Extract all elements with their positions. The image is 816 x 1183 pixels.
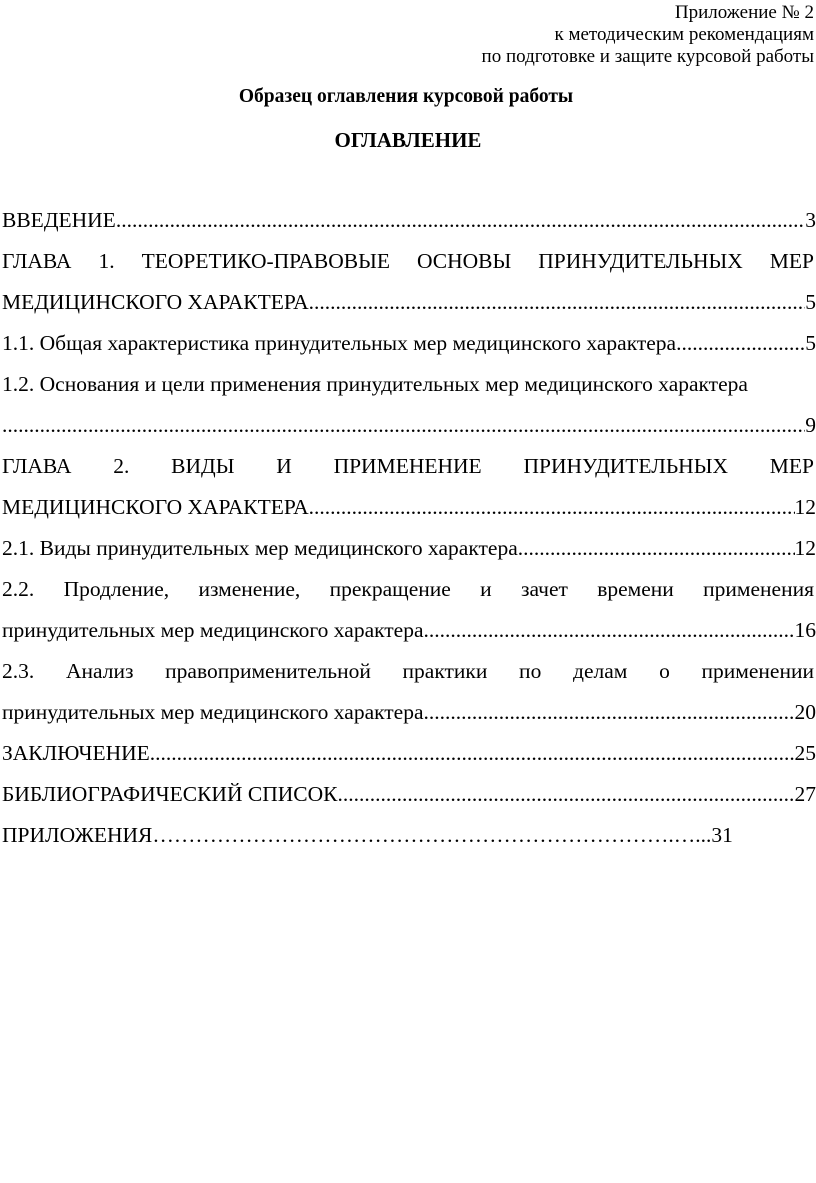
- dot-leader: [424, 696, 795, 728]
- appendix-line-3: по подготовке и защите курсовой работы: [481, 46, 814, 67]
- toc-page-number: 16: [794, 618, 816, 642]
- toc-entry-chapter1-line2: [2, 286, 816, 327]
- toc-page-number: 5: [805, 290, 816, 314]
- dot-leader: [518, 532, 795, 564]
- sample-title: Образец оглавления курсовой работы: [238, 86, 574, 107]
- toc-entry-title: МЕДИЦИНСКОГО ХАРАКТЕРА: [2, 290, 309, 314]
- toc-page-number: 12: [794, 495, 816, 519]
- toc-entry-title: ПРИЛОЖЕНИЯ……………………………………………………………….…...: [2, 823, 712, 847]
- toc-entry-title: 2.3. Анализ правоприменительной практики по делам о применении: [2, 659, 814, 683]
- toc-page-number: 5: [805, 331, 816, 355]
- dot-leader: [150, 737, 795, 769]
- dot-leader: [676, 327, 805, 359]
- toc-entry-title: 2.2. Продление, изменение, прекращение и зачет времени применения: [2, 577, 814, 601]
- toc-entry-title: ГЛАВА 2. ВИДЫ И ПРИМЕНЕНИЕ ПРИНУДИТЕЛЬНЫХ МЕР: [2, 454, 814, 478]
- toc-page-number: 25: [794, 741, 816, 765]
- toc-entry-title: МЕДИЦИНСКОГО ХАРАКТЕРА: [2, 495, 309, 519]
- toc-entry-2-1: [2, 532, 816, 573]
- toc-entry-title: 2.1. Виды принудительных мер медицинского характера: [2, 536, 518, 560]
- toc-entry-appendices: [2, 819, 816, 860]
- appendix-note: [482, 2, 814, 68]
- dot-leader: [309, 491, 795, 523]
- toc-entry-1-1: [2, 327, 816, 368]
- toc-entry-conclusion: [2, 737, 816, 778]
- toc-page-number: 20: [794, 700, 816, 724]
- toc-entry-chapter2-line2: [2, 491, 816, 532]
- dot-leader: [2, 409, 805, 441]
- toc-entry-2-2-line2: [2, 614, 816, 655]
- toc-entry-title: БИБЛИОГРАФИЧЕСКИЙ СПИСОК: [2, 782, 338, 806]
- dot-leader: [309, 286, 806, 318]
- toc-entry-2-3-line1: [2, 655, 816, 696]
- toc-entry-title: 1.1. Общая характеристика принудительных мер медицинского характера: [2, 331, 677, 355]
- toc-entry-chapter1-line1: [2, 245, 816, 286]
- toc-page-number: 31: [711, 823, 733, 847]
- toc-entry-chapter2-line1: [2, 450, 816, 491]
- toc-entry-title: 1.2. Основания и цели применения принудительных мер медицинского характера: [2, 372, 748, 396]
- dot-leader: [116, 204, 805, 236]
- toc-entry-1-2-line2: [2, 409, 816, 450]
- appendix-number: Приложение № 2: [674, 2, 814, 23]
- appendix-line-2: к методическим рекомендациям: [554, 24, 814, 45]
- toc-heading: ОГЛАВЛЕНИЕ: [334, 128, 482, 152]
- toc-entry-intro: [2, 204, 816, 245]
- dot-leader: [424, 614, 795, 646]
- toc-page-number: 12: [794, 536, 816, 560]
- toc-page-number: 3: [805, 208, 816, 232]
- toc-entry-2-2-line1: [2, 573, 816, 614]
- toc-entry-title: принудительных мер медицинского характера: [2, 618, 424, 642]
- toc-entry-title: ЗАКЛЮЧЕНИЕ: [2, 741, 150, 765]
- toc-entry-title: принудительных мер медицинского характера: [2, 700, 424, 724]
- toc-entry-title: ГЛАВА 1. ТЕОРЕТИКО-ПРАВОВЫЕ ОСНОВЫ ПРИНУДИТЕЛЬНЫХ МЕР: [2, 249, 814, 273]
- table-of-contents: [2, 204, 816, 860]
- toc-page-number: 9: [805, 413, 816, 437]
- dot-leader: [337, 778, 794, 810]
- toc-entry-title: ВВЕДЕНИЕ: [2, 208, 116, 232]
- toc-page-number: 27: [794, 782, 816, 806]
- toc-entry-bibliography: [2, 778, 816, 819]
- toc-entry-2-3-line2: [2, 696, 816, 737]
- toc-entry-1-2-line1: [2, 368, 816, 409]
